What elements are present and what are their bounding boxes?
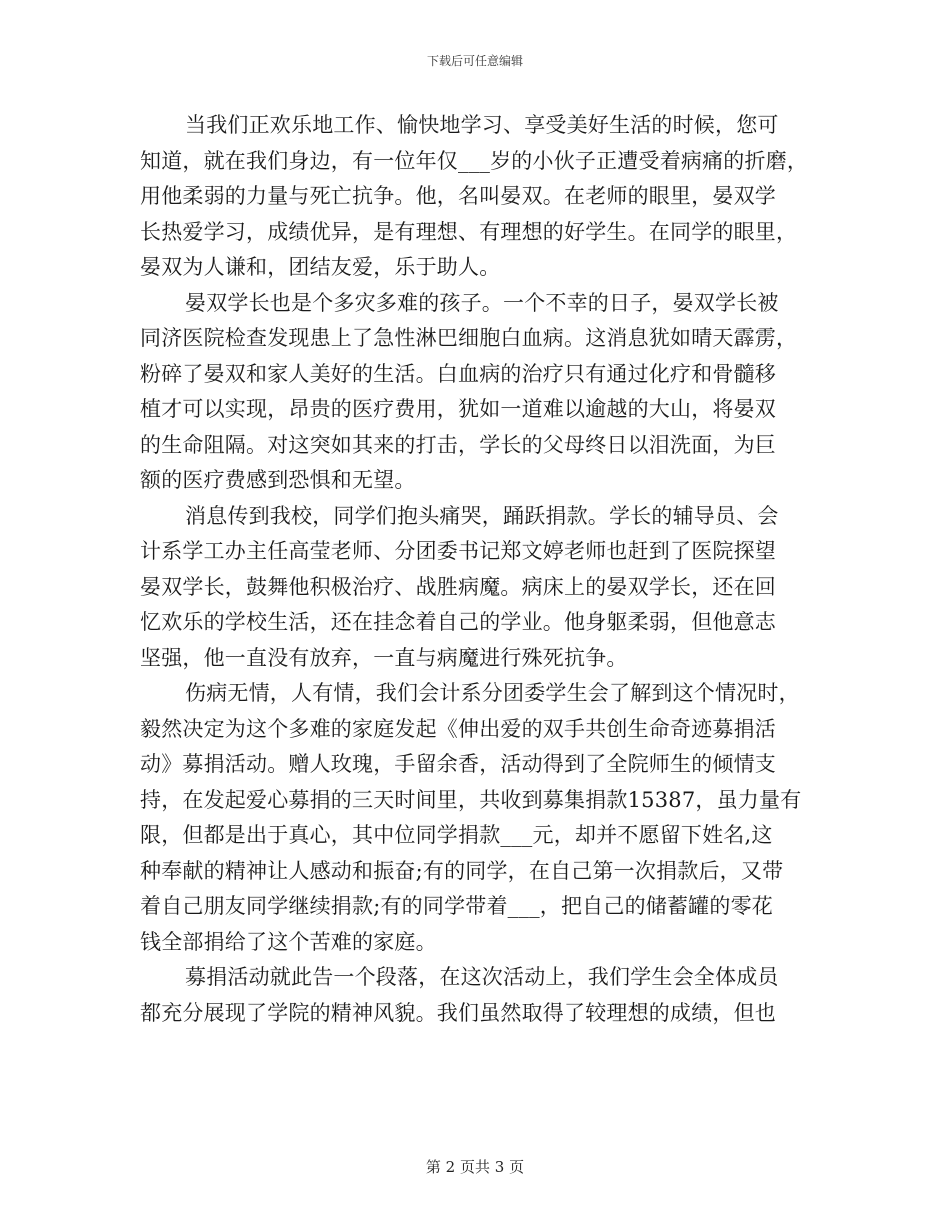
- paragraph-3-line-1: 消息传到我校，同学们抱头痛哭，踊跃捐款。学长的辅导员、会: [185, 503, 779, 528]
- paragraph-4-line-4: 持，在发起爱心募捐的三天时间里，共收到募集捐款15387，虽力量有: [140, 787, 802, 812]
- paragraph-1-line-2: 知道，就在我们身边，有一位年仅___岁的小伙子正遭受着病痛的折磨，: [140, 148, 809, 173]
- paragraph-3-line-5: 坚强，他一直没有放弃，一直与病魔进行殊死抗争。: [140, 645, 628, 670]
- page-header: 下载后可任意编辑: [426, 54, 523, 68]
- paragraph-4-line-1: 伤病无情，人有情，我们会计系分团委学生会了解到这个情况时，: [185, 681, 800, 705]
- paragraph-1-line-5: 晏双为人谦和，团结友爱，乐于助人。: [140, 255, 501, 279]
- paragraph-5-line-1: 募捐活动就此告一个段落，在这次活动上，我们学生会全体成员: [185, 965, 779, 989]
- paragraph-3-line-4: 忆欢乐的学校生活，还在挂念着自己的学业。他身躯柔弱，但他意志: [140, 610, 776, 634]
- paragraph-2-line-5: 的生命阻隔。对这突如其来的打击，学长的父母终日以泪洗面，为巨: [140, 432, 776, 457]
- paragraph-4-line-2: 毅然决定为这个多难的家庭发起《伸出爱的双手共创生命奇迹募捐活: [140, 716, 776, 741]
- paragraph-3-line-3: 晏双学长，鼓舞他积极治疗、战胜病魔。病床上的晏双学长，还在回: [140, 574, 776, 599]
- paragraph-1-line-3: 用他柔弱的力量与死亡抗争。他，名叫晏双。在老师的眼里，晏双学: [140, 184, 776, 208]
- paragraph-1-line-1: 当我们正欢乐地工作、愉快地学习、享受美好生活的时候，您可: [185, 113, 779, 137]
- page-footer: 第 2 页共 3 页: [425, 1158, 525, 1176]
- paragraph-1-line-4: 长热爱学习，成绩优异，是有理想、有理想的好学生。在同学的眼里，: [140, 219, 798, 244]
- paragraph-4-line-6: 种奉献的精神让人感动和振奋;有的同学，在自己第一次捐款后，又带: [140, 858, 784, 883]
- paragraph-5-line-2: 都充分展现了学院的精神风貌。我们虽然取得了较理想的成绩，但也: [140, 1000, 776, 1025]
- paragraph-2-line-4: 植才可以实现，昂贵的医疗费用，犹如一道难以逾越的大山，将晏双: [140, 397, 776, 421]
- paragraph-4-line-7: 着自己朋友同学继续捐款;有的同学带着___，把自己的储蓄罐的零花: [140, 894, 773, 918]
- paragraph-2-line-1: 晏双学长也是个多灾多难的孩子。一个不幸的日子，晏双学长被: [185, 290, 779, 315]
- paragraph-2-line-6: 额的医疗费感到恐惧和无望。: [140, 468, 416, 492]
- paragraph-2-line-3: 粉碎了晏双和家人美好的生活。白血病的治疗只有通过化疗和骨髓移: [140, 361, 776, 386]
- paragraph-2-line-2: 同济医院检查发现患上了急性淋巴细胞白血病。这消息犹如晴天霹雳，: [140, 326, 798, 350]
- paragraph-4-line-3: 动》募捐活动。赠人玫瑰，手留余香，活动得到了全院师生的倾情支: [140, 752, 776, 776]
- paragraph-4-line-8: 钱全部捐给了这个苦难的家庭。: [140, 929, 437, 954]
- paragraph-3-line-2: 计系学工办主任高莹老师、分团委书记郑文婷老师也赶到了医院探望: [140, 539, 776, 563]
- paragraph-4-line-5: 限，但都是出于真心，其中位同学捐款___元，却并不愿留下姓名,这: [140, 823, 773, 847]
- document-body: [140, 108, 820, 1031]
